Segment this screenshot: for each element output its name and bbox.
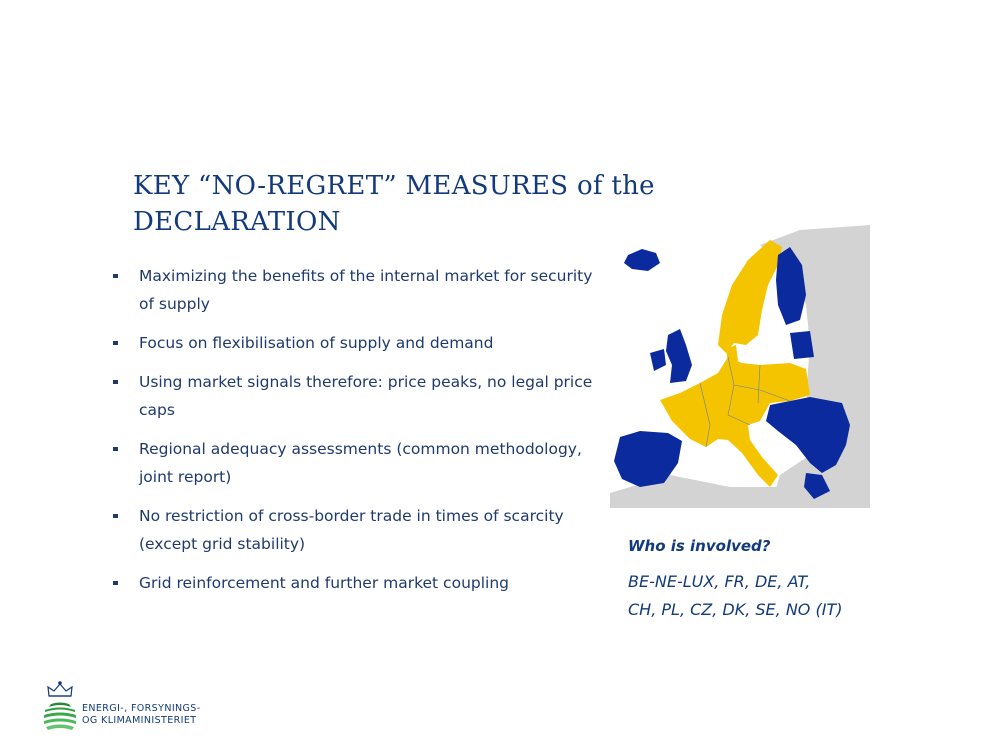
measures-list [110,262,610,608]
bullet-icon [113,341,118,345]
list-item-text: Using market signals therefore: price peaks, no legal price caps [139,373,593,419]
ministry-name [82,703,201,727]
map-uk [666,329,692,383]
ministry-line-2: OG KLIMAMINISTERIET [82,715,197,726]
list-item-text: Regional adequacy assessments (common methodology, joint report) [139,440,582,486]
map-scandinavia [718,240,782,353]
crown-icon [48,682,72,696]
list-item [110,502,610,558]
list-item [110,569,610,597]
ministry-line-1: ENERGI-, FORSYNINGS- [82,703,201,714]
list-item [110,368,610,424]
bullet-icon [113,447,118,451]
bullet-icon [113,514,118,518]
involved-line-2: CH, PL, CZ, DK, SE, NO (IT) [628,600,843,619]
slide-title: KEY “NO-REGRET” MEASURES of the DECLARATION [133,171,655,237]
involved-countries [628,568,888,624]
ministry-logo [36,680,84,736]
list-item [110,262,610,318]
map-ireland [650,349,666,371]
list-item-text: Focus on flexibilisation of supply and demand [139,334,494,352]
europe-map [610,225,870,508]
map-baltics [790,331,814,359]
involved-line-1: BE-NE-LUX, FR, DE, AT, [628,572,811,591]
list-item [110,435,610,491]
involved-heading: Who is involved? [628,537,771,555]
map-iceland [624,249,660,271]
globe-icon [44,703,76,734]
bullet-icon [113,274,118,278]
list-item-text: Grid reinforcement and further market coupling [139,574,510,592]
list-item-text: No restriction of cross-border trade in times of scarcity (except grid stability) [139,507,564,553]
bullet-icon [113,581,118,585]
bullet-icon [113,380,118,384]
list-item-text: Maximizing the benefits of the internal market for security of supply [139,267,593,313]
list-item [110,329,610,357]
